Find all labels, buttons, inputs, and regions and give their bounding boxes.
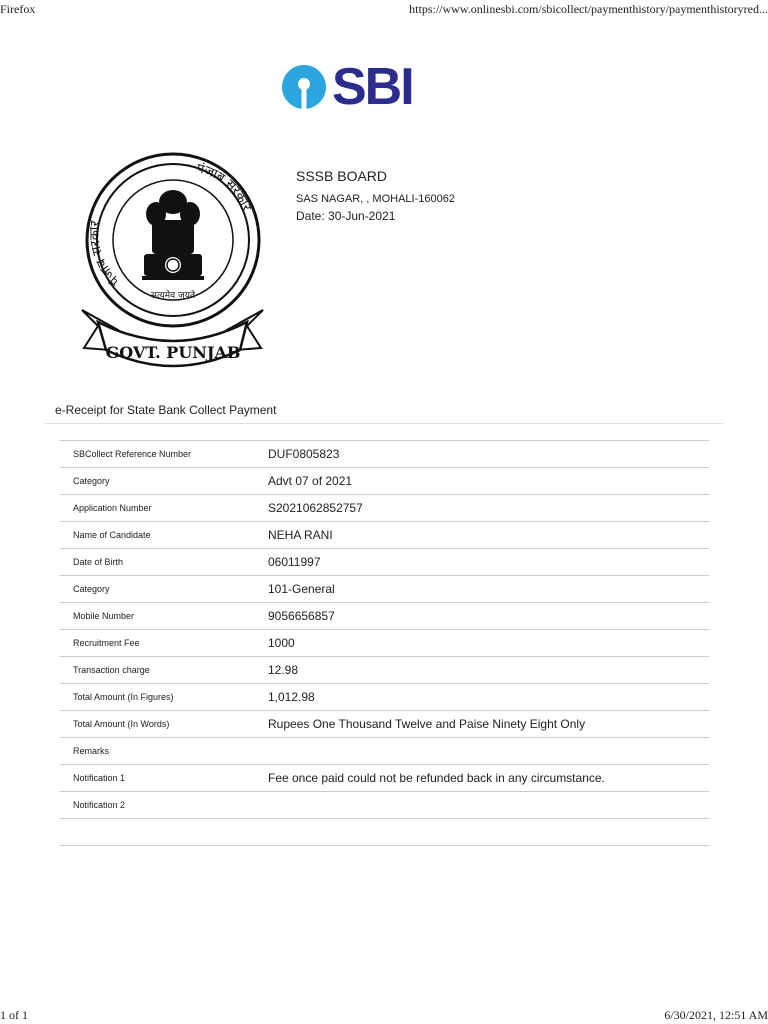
table-row <box>60 684 709 711</box>
organization-name: SSSB BOARD <box>296 168 388 184</box>
divider <box>45 423 723 424</box>
table-row <box>60 440 709 468</box>
table-row <box>60 765 709 792</box>
browser-app-name: Firefox <box>0 2 36 16</box>
row-label: Date of Birth <box>73 557 124 567</box>
row-value: 12.98 <box>268 663 299 677</box>
row-label: Category <box>73 584 110 594</box>
seal-banner <box>82 310 263 366</box>
seal-banner-text: GOVT. PUNJAB <box>105 343 241 362</box>
table-row <box>60 819 709 846</box>
table-row <box>60 522 709 549</box>
organization-address: SAS NAGAR, , MOHALI-160062 <box>296 193 455 205</box>
table-row <box>60 630 709 657</box>
row-label: Remarks <box>73 746 110 756</box>
row-label: Total Amount (In Figures) <box>73 692 174 702</box>
ashoka-lions-icon <box>142 190 204 280</box>
seal-motto: सत्यमेव जयते <box>150 291 196 301</box>
sbi-wordmark: SBI <box>332 58 413 116</box>
row-value: Rupees One Thousand Twelve and Paise Ninety Eight Only <box>268 717 586 731</box>
row-value: 101-General <box>268 582 335 596</box>
sbi-logo <box>280 60 413 114</box>
table-row <box>60 576 709 603</box>
row-value: 06011997 <box>268 555 321 569</box>
row-value: 1,012.98 <box>268 690 315 704</box>
page-indicator: 1 of 1 <box>0 1008 28 1022</box>
row-label: Recruitment Fee <box>73 638 140 648</box>
row-value: S2021062852757 <box>268 501 363 515</box>
row-label: Total Amount (In Words) <box>73 719 170 729</box>
seal-right-text: पंजाब सरकार <box>195 161 254 214</box>
table-row <box>60 711 709 738</box>
row-label: Notification 1 <box>73 773 126 783</box>
row-value: NEHA RANI <box>268 528 333 542</box>
row-value: Fee once paid could not be refunded back in any circumstance. <box>268 771 605 785</box>
row-label: Transaction charge <box>73 665 150 675</box>
seal-left-text: पंजाब सरकार <box>87 219 123 289</box>
row-value: Advt 07 of 2021 <box>268 474 353 488</box>
table-row <box>60 657 709 684</box>
row-label: Category <box>73 476 110 486</box>
table-row <box>60 495 709 522</box>
table-row <box>60 549 709 576</box>
receipt-title: e-Receipt for State Bank Collect Payment <box>55 403 277 417</box>
page-url: https://www.onlinesbi.com/sbicollect/paymenthistory/paymenthistoryred... <box>409 2 768 16</box>
table-row <box>60 603 709 630</box>
row-value: 9056656857 <box>268 609 335 623</box>
table-row <box>60 738 709 765</box>
printed-datetime: 6/30/2021, 12:51 AM <box>664 1008 768 1022</box>
row-label: SBCollect Reference Number <box>73 449 192 459</box>
row-label: Mobile Number <box>73 611 135 621</box>
row-label: Name of Candidate <box>73 530 151 540</box>
table-row <box>60 468 709 495</box>
row-value: DUF0805823 <box>268 447 340 461</box>
sbi-keyhole-icon <box>280 63 328 111</box>
govt-punjab-seal <box>80 150 265 380</box>
row-value: 1000 <box>268 636 295 650</box>
receipt-table <box>60 440 709 846</box>
receipt-date: Date: 30-Jun-2021 <box>296 209 396 223</box>
row-label: Application Number <box>73 503 152 513</box>
row-label: Notification 2 <box>73 800 126 810</box>
table-row <box>60 792 709 819</box>
